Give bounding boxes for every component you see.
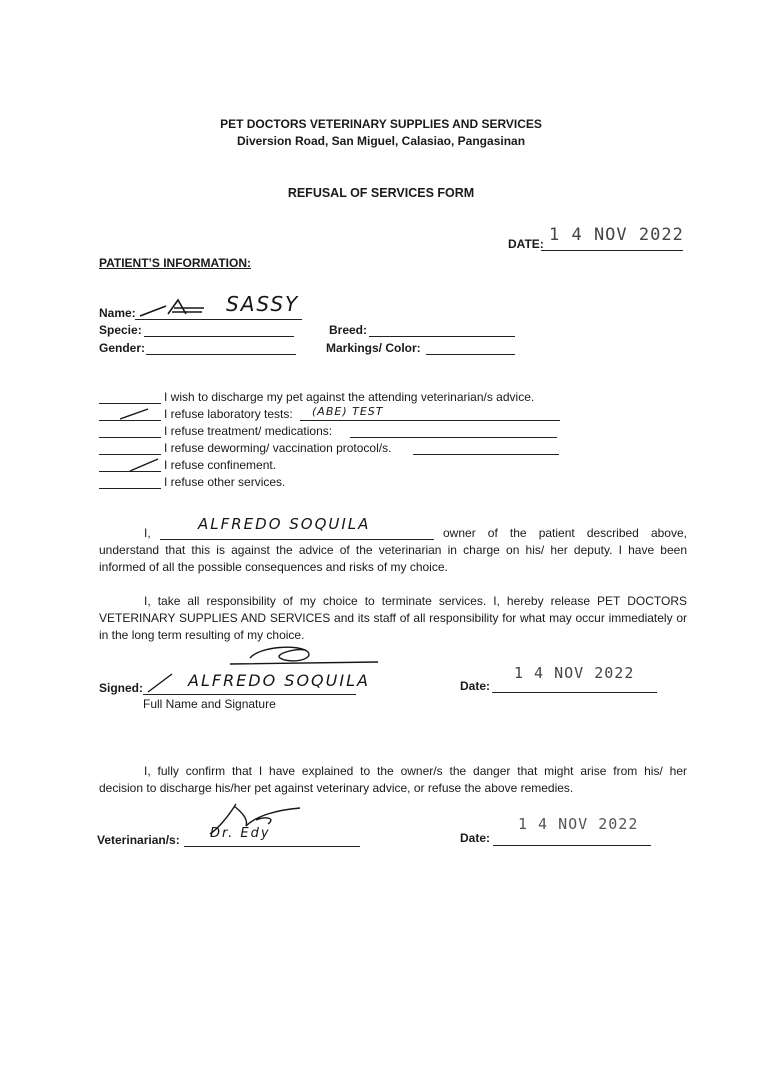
signature-flourish <box>230 640 380 670</box>
name-label: Name: <box>99 306 136 320</box>
confirmation-line2: decision to discharge his/her pet against veterinary advice, or refuse the above remedies. <box>99 781 574 795</box>
refusal-text: I refuse laboratory tests: <box>164 407 293 421</box>
refusal-text: I refuse treatment/ medications: <box>164 424 333 438</box>
vet-date-line <box>493 845 651 846</box>
date-stamp: 1 4 NOV 2022 <box>549 225 684 245</box>
refusal-text: I refuse confinement. <box>164 458 277 472</box>
name-value: SASSY <box>226 292 300 316</box>
owner-date-line <box>492 692 657 693</box>
vet-date-stamp: 1 4 NOV 2022 <box>518 815 639 833</box>
statement-p2-line1: I, take all responsibility of my choice to terminate services. I, hereby release PET DOCTORS <box>144 594 687 608</box>
name-scribble <box>138 296 208 320</box>
signed-tick <box>146 672 176 694</box>
form-title: REFUSAL OF SERVICES FORM <box>287 186 475 200</box>
veterinarian-label: Veterinarian/s: <box>97 833 180 847</box>
owner-date-stamp: 1 4 NOV 2022 <box>514 664 635 682</box>
specie-label: Specie: <box>99 323 142 337</box>
breed-line <box>369 336 515 337</box>
markings-line <box>426 354 515 355</box>
refusal-detail: (ABE) TEST <box>312 405 384 418</box>
statement-i-label: I, <box>144 526 151 540</box>
specie-line <box>144 336 294 337</box>
gender-label: Gender: <box>99 341 146 355</box>
check-mark <box>128 457 160 473</box>
refusal-blank[interactable] <box>99 454 161 455</box>
clinic-name: PET DOCTORS VETERINARY SUPPLIES AND SERVICES <box>220 117 542 131</box>
date-line <box>541 250 683 251</box>
owner-name-line <box>160 539 434 540</box>
gender-line <box>146 354 296 355</box>
date-label: DATE: <box>508 237 544 251</box>
owner-date-label: Date: <box>460 679 491 693</box>
statement-p2-line3: in the long term resulting of my choice. <box>99 628 305 642</box>
owner-name: ALFREDO SOQUILA <box>198 515 371 533</box>
check-mark <box>118 407 150 421</box>
refusal-detail-line <box>300 420 560 421</box>
markings-label: Markings/ Color: <box>326 341 421 355</box>
vet-date-label: Date: <box>460 831 491 845</box>
refusal-blank[interactable] <box>99 403 161 404</box>
confirmation-line1: I, fully confirm that I have explained to the owner/s the danger that might arise from his/ her <box>144 764 687 778</box>
signed-line <box>143 694 356 695</box>
refusal-blank[interactable] <box>99 488 161 489</box>
signed-label: Signed: <box>99 681 143 695</box>
statement-p1-line3: informed of all the possible consequences and risks of my choice. <box>99 560 448 574</box>
statement-p1-rest: owner of the patient described above, <box>443 526 687 540</box>
refusal-blank[interactable] <box>99 437 161 438</box>
veterinarian-line <box>184 846 360 847</box>
refusal-text: I refuse other services. <box>164 475 286 489</box>
statement-p2-line2: VETERINARY SUPPLIES AND SERVICES and its staff of all responsibility for what may occur immediately or <box>99 611 687 625</box>
breed-label: Breed: <box>329 323 368 337</box>
refusal-detail-line <box>413 454 559 455</box>
owner-signature: ALFREDO SOQUILA <box>188 671 370 690</box>
refusal-text: I wish to discharge my pet against the attending veterinarian/s advice. <box>164 390 535 404</box>
refusal-text: I refuse deworming/ vaccination protocol/s. <box>164 441 392 455</box>
signature-caption: Full Name and Signature <box>143 697 276 711</box>
refusal-detail-line <box>350 437 557 438</box>
clinic-address: Diversion Road, San Miguel, Calasiao, Pangasinan <box>236 134 526 148</box>
statement-p1-line2: understand that this is against the advice of the veterinarian in charge on his/ her deputy. I have been <box>99 543 687 557</box>
veterinarian-signature: Dr. Edy <box>210 826 271 841</box>
patient-section-title: PATIENT’S INFORMATION: <box>99 256 251 270</box>
